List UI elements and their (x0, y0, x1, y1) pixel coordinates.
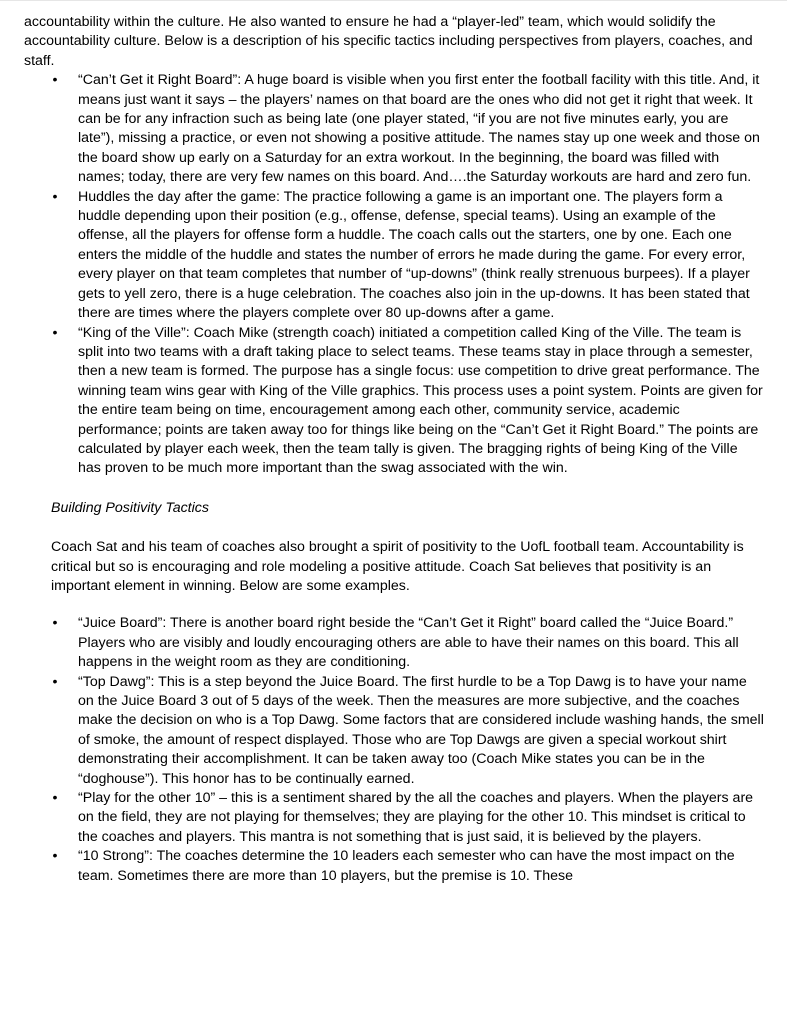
spacer (24, 518, 764, 538)
bullet-icon: • (52, 848, 58, 865)
bullet-icon: • (52, 615, 58, 632)
list-item-text: “Play for the other 10” – this is a sentiment shared by the all the coaches and players. When the players are on the field, they are not playing for themselves; they are playing for the other 10. This mindset is critical to the coaches and players. This mantra is not something that is just said, it is believed by the players. (78, 790, 754, 845)
list-item (24, 614, 764, 672)
bullet-icon: • (52, 324, 58, 341)
list-item-text: “10 Strong”: The coaches determine the 10 leaders each semester who can have the most impact on the team. Sometimes there are more than 10 players, but the premise is 10. These (78, 848, 735, 884)
list-item (24, 71, 764, 187)
list-item-text: “Top Dawg”: This is a step beyond the Juice Board. The first hurdle to be a Top Dawg is to have your name on the Juice Board 3 out of 5 days of the week. Then the measures are more subjective, and the coaches make the decision on who is a Top Dawg. Some factors that are considered include washing hands, the smell of smoke, the amount of respect displayed. Those who are Top Dawgs are given a special workout shirt demonstrating their accomplishment. It can be taken away too (Coach Mike states you can be in the “doghouse”). This honor has to be continually earned. (78, 673, 764, 787)
section-heading: Building Positivity Tactics (51, 499, 209, 516)
bullet-icon: • (52, 673, 58, 690)
section-intro-paragraph: Coach Sat and his team of coaches also brought a spirit of positivity to the UofL football team. Accountability is critical but so is encouraging and role modeling a positive attitude. Coach Sat believes that positivity is an important element in winning. Below are some examples. (51, 539, 744, 594)
intro-paragraph: accountability within the culture. He also wanted to ensure he had a “player-led” team, which would solidify the accountability culture. Below is a description of his specific tactics including perspectives from players, coaches, and staff. (24, 14, 753, 69)
spacer (24, 596, 764, 614)
bullet-icon: • (52, 72, 58, 89)
positivity-tactics-list (24, 614, 764, 886)
list-item-text: Huddles the day after the game: The practice following a game is an important one. The players form a huddle depending upon their position (e.g., offense, defense, special teams). Using an example of the offense, all the players for offense form a huddle. The coach calls out the starters, one by one. Each one enters the middle of the huddle and states the number of errors he made during the game. For every error, every player on that team completes that number of “up-downs” (think really strenuous burpees). If a player gets to yell zero, there is a huge celebration. The coaches also join in the up-downs. It has been stated that there are times where the players complete over 80 up-downs after a game. (78, 188, 750, 322)
accountability-tactics-list (24, 71, 764, 479)
list-item (24, 188, 764, 324)
list-item (24, 324, 764, 479)
list-item-text: “Can’t Get it Right Board”: A huge board is visible when you first enter the football facility with this title. And, it means just want it says – the players’ names on that board are the ones who did not get it right that week. It can be for any infraction such as being late (one player stated, “if you are not five minutes early, you are late”), missing a practice, or even not showing a positive attitude. The names stay up one week and those on the board show up early on a Saturday for an extra workout. In the beginning, the board was filled with names; today, there are very few names on this board. And….the Saturday workouts are hard and zero fun. (78, 72, 760, 186)
document-page (24, 13, 764, 886)
bullet-icon: • (52, 188, 58, 205)
list-item-text: “Juice Board”: There is another board right beside the “Can’t Get it Right” board called the “Juice Board.” Players who are visibly and loudly encouraging others are able to have their names on this board. This all happens in the weight room as they are conditioning. (78, 615, 739, 671)
list-item (24, 847, 764, 886)
page-top-rule (0, 0, 787, 1)
bullet-icon: • (52, 790, 58, 807)
list-item (24, 673, 764, 789)
list-item-text: “King of the Ville”: Coach Mike (strength coach) initiated a competition called King of the Ville. The team is split into two teams with a draft taking place to select teams. These teams stay in place through a semester, then a new team is formed. The purpose has a single focus: use competition to drive great performance. The winning team wins gear with King of the Ville graphics. This process uses a point system. Points are given for the entire team being on time, encouragement among each other, community service, academic performance; points are taken away too for things like being on the “Can’t Get it Right Board.” The points are calculated by player each week, then the team tally is given. The bragging rights of being King of the Ville has proven to be much more important than the swag associated with the win. (78, 324, 763, 477)
list-item (24, 789, 764, 847)
spacer (24, 479, 764, 499)
